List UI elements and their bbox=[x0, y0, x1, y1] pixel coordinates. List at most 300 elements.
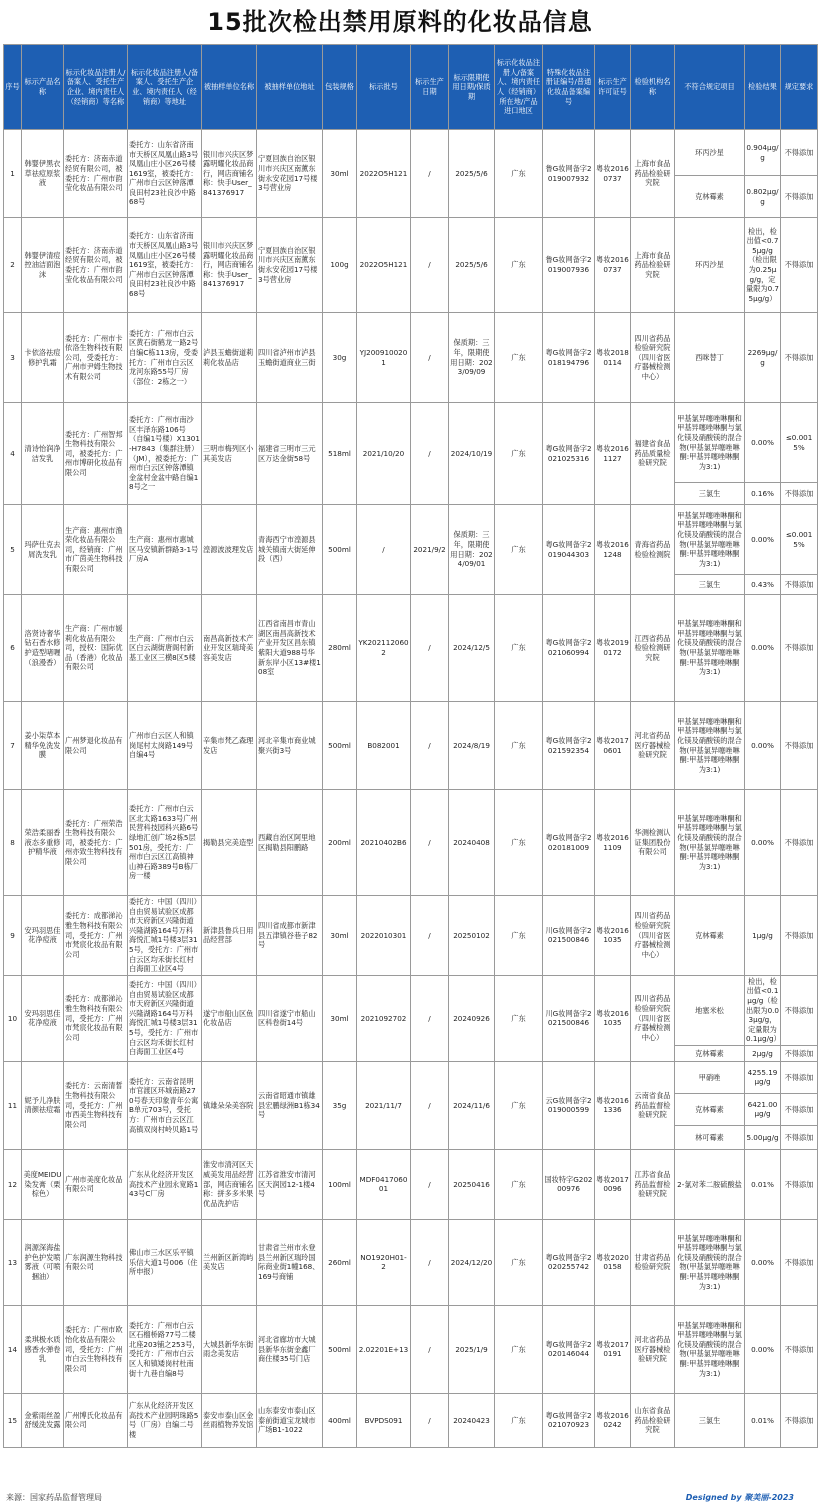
expiry-date: 2024/12/20 bbox=[449, 1219, 495, 1305]
production-date: / bbox=[411, 595, 449, 702]
sampled-unit-address: 四川省成都市新津县五津镇谷巷子82号 bbox=[257, 896, 323, 976]
sampled-unit-address: 福建省三明市三元区万达金街58号 bbox=[257, 403, 323, 505]
sampled-unit-address: 河北辛集市商业城聚兴街3号 bbox=[257, 702, 323, 790]
sampled-unit-name: 新津县鲁兵日用品经营部 bbox=[202, 896, 257, 976]
company-names: 委托方：济南赤道经贸有限公司，被委托方：广州市韵莹化妆品有限公司 bbox=[64, 130, 128, 218]
package-spec: 518ml bbox=[323, 403, 357, 505]
expiry-date: 2024/10/19 bbox=[449, 403, 495, 505]
test-result: 2269μg/g bbox=[745, 313, 781, 403]
source-note: 来源：国家药品监督管理局 bbox=[6, 1493, 102, 1502]
production-license: 粤妆20180114 bbox=[595, 313, 631, 403]
company-names: 委托方：成都涕沁雅生物科技有限公司，受托方：广州市梵宸化妆品有限公司 bbox=[64, 896, 128, 976]
test-result: 0.00% bbox=[745, 403, 781, 483]
test-result: 2μg/g bbox=[745, 1045, 781, 1061]
column-header: 序号 bbox=[4, 45, 22, 130]
testing-institution: 青海省药品检验检测院 bbox=[631, 505, 675, 595]
batch-number: 2021092702 bbox=[357, 975, 411, 1061]
test-result: 0.01% bbox=[745, 1393, 781, 1447]
package-spec: 200ml bbox=[323, 790, 357, 896]
production-date: / bbox=[411, 702, 449, 790]
batch-number: NO1920H01-2 bbox=[357, 1219, 411, 1305]
nonconforming-item: 甲硝唑 bbox=[675, 1061, 745, 1093]
company-addresses: 委托方：广州市白云区北太路1633号广州民营科技园科兴路6号绿地汇创广场2栋5层501房，受托方：广州市白云区江高镇神山神石路389号B栋厂房一楼 bbox=[128, 790, 202, 896]
registration-number: 粤G妆网备字2021592354 bbox=[543, 702, 595, 790]
product-name: 洛贤诗奢华钻石香水修护造型啫喱（浪漫香） bbox=[22, 595, 64, 702]
batch-number: 20210402B6 bbox=[357, 790, 411, 896]
sampled-unit-address: 四川省遂宁市船山区科卷街14号 bbox=[257, 975, 323, 1061]
company-addresses: 委托方：中国（四川）自由贸易试验区成都市天府新区兴隆街道兴隆湖路164号万科海悦汇城1号楼3层315号，受托方：广州市白云区均禾街长红村白海面工业区4号 bbox=[128, 975, 202, 1061]
test-result: 0.904μg/g bbox=[745, 130, 781, 176]
footer bbox=[0, 1490, 800, 1505]
expiry-date: 保质期：三年，限期使用日期：2023/09/09 bbox=[449, 313, 495, 403]
company-names: 广东润源生物科技有限公司 bbox=[64, 1219, 128, 1305]
company-addresses: 委托方：广州市白云区黄石街鹤龙一路2号自编C栋113房，受委托方：广州市白云区龙河东路55号厂房（部位：2栋之一） bbox=[128, 313, 202, 403]
serial-number: 11 bbox=[4, 1061, 22, 1149]
batch-number: YK2021120602 bbox=[357, 595, 411, 702]
column-header: 被抽样单位名称 bbox=[202, 45, 257, 130]
registration-number: 国妆特字G20200976 bbox=[543, 1149, 595, 1219]
registration-number: 粤G妆网备字2021025316 bbox=[543, 403, 595, 505]
product-name: 姜小柒草本精华免洗发膜 bbox=[22, 702, 64, 790]
sampled-unit-name: 辛集市梵乙森理发店 bbox=[202, 702, 257, 790]
region: 广东 bbox=[495, 790, 543, 896]
table-row bbox=[4, 403, 818, 483]
region: 广东 bbox=[495, 1305, 543, 1393]
production-license: 粤妆20161035 bbox=[595, 896, 631, 976]
product-name: 妮予儿净肤清颜祛痘霜 bbox=[22, 1061, 64, 1149]
sampled-unit-name: 大城县新华东街雨念美发店 bbox=[202, 1305, 257, 1393]
nonconforming-item: 甲基氯异噻唑啉酮和甲基异噻唑啉酮与氯化镁及硝酸镁的混合物(甲基氯异噻唑啉酮:甲基异噻唑啉酮为3:1) bbox=[675, 505, 745, 575]
package-spec: 30ml bbox=[323, 130, 357, 218]
serial-number: 8 bbox=[4, 790, 22, 896]
batch-number: 2021/11/7 bbox=[357, 1061, 411, 1149]
column-header: 标示化妆品注册人/备案人、受托生产企业、境内责任人（经销商）等名称 bbox=[64, 45, 128, 130]
company-names: 广州梦退化妆品有限公司 bbox=[64, 702, 128, 790]
sampled-unit-name: 兰州新区新湾屿美发店 bbox=[202, 1219, 257, 1305]
nonconforming-item: 甲基氯异噻唑啉酮和甲基异噻唑啉酮与氯化镁及硝酸镁的混合物(甲基氯异噻唑啉酮:甲基异噻唑啉酮为3:1) bbox=[675, 403, 745, 483]
test-result: 检出，检出值<0.1μg/g（检出限为0.03μg/g，定量限为0.1μg/g） bbox=[745, 975, 781, 1045]
registration-number: 粤G妆网备字2020181009 bbox=[543, 790, 595, 896]
company-addresses: 广州市白云区人和镇岗尾村太岗路149号自编4号 bbox=[128, 702, 202, 790]
table-row bbox=[4, 130, 818, 176]
company-addresses: 委托方：山东省济南市天桥区凤凰山路3号凤凰山庄小区26号楼1619室，被委托方：广州市白云区钟落潭良田村23社良沙中路68号 bbox=[128, 130, 202, 218]
nonconforming-item: 甲基氯异噻唑啉酮和甲基异噻唑啉酮与氯化镁及硝酸镁的混合物(甲基氯异噻唑啉酮:甲基异噻唑啉酮为3:1) bbox=[675, 1305, 745, 1393]
column-header: 标示生产日期 bbox=[411, 45, 449, 130]
testing-institution: 四川省药品检验研究院（四川省医疗器械检测中心） bbox=[631, 975, 675, 1061]
package-spec: 100ml bbox=[323, 1149, 357, 1219]
sampled-unit-name: 泸县玉蟾街道莉莉化妆品店 bbox=[202, 313, 257, 403]
company-names: 生产商：惠州市渔荣化妆品有限公司，经销商：广州市广茵美生物科技有限公司 bbox=[64, 505, 128, 595]
test-result: 0.01% bbox=[745, 1149, 781, 1219]
requirement: 不得添加 bbox=[781, 483, 818, 505]
column-header: 标示限期使用日期/保质期 bbox=[449, 45, 495, 130]
test-result: 6421.00μg/g bbox=[745, 1093, 781, 1125]
company-addresses: 广东从化经济开发区高技术产业园明珠路5号（厂房）自编二号楼 bbox=[128, 1393, 202, 1447]
requirement: 不得添加 bbox=[781, 1393, 818, 1447]
column-header: 标示生产许可证号 bbox=[595, 45, 631, 130]
column-header: 标示批号 bbox=[357, 45, 411, 130]
batch-number: 2022O5H121 bbox=[357, 218, 411, 313]
serial-number: 1 bbox=[4, 130, 22, 218]
company-addresses: 生产商：惠州市惠城区马安镇新群路3-1号厂房A bbox=[128, 505, 202, 595]
region: 广东 bbox=[495, 130, 543, 218]
company-addresses: 佛山市三水区乐平镇乐信大道1号006（住所申报） bbox=[128, 1219, 202, 1305]
product-name: 清诗怡润净洁发乳 bbox=[22, 403, 64, 505]
company-addresses: 委托方：广州市南沙区丰泽东路106号（自编1号楼）X1301-H7843（集群注册）（JM），被委托方：广州市白云区钟落潭镇金盆村金盆中路自编18号之一 bbox=[128, 403, 202, 505]
product-name: 荣浩柔丽香液态多重修护精华液 bbox=[22, 790, 64, 896]
nonconforming-item: 甲基氯异噻唑啉酮和甲基异噻唑啉酮与氯化镁及硝酸镁的混合物(甲基氯异噻唑啉酮:甲基异噻唑啉酮为3:1) bbox=[675, 790, 745, 896]
expiry-date: 2024/8/19 bbox=[449, 702, 495, 790]
table-row bbox=[4, 1149, 818, 1219]
region: 广东 bbox=[495, 975, 543, 1061]
product-name: 韩婴伊黑衣草祛痘原浆液 bbox=[22, 130, 64, 218]
nonconforming-item: 2-氯对苯二胺硫酸盐 bbox=[675, 1149, 745, 1219]
sampled-unit-name: 揭勒县完美造型 bbox=[202, 790, 257, 896]
requirement: 不得添加 bbox=[781, 595, 818, 702]
batch-number: 2021/10/20 bbox=[357, 403, 411, 505]
production-date: / bbox=[411, 1149, 449, 1219]
production-date: / bbox=[411, 1305, 449, 1393]
requirement: 不得添加 bbox=[781, 702, 818, 790]
company-names: 委托方：云南清皙生物科技有限公司，受托方：广州市西美生物科技有限公司 bbox=[64, 1061, 128, 1149]
page-title: 15批次检出禁用原料的化妆品信息 bbox=[207, 8, 593, 36]
company-addresses: 委托方：山东省济南市天桥区凤凰山路3号凤凰山庄小区26号楼1619室，被委托方：广州市白云区钟落潭良田村23社良沙中路68号 bbox=[128, 218, 202, 313]
serial-number: 14 bbox=[4, 1305, 22, 1393]
region: 广东 bbox=[495, 1061, 543, 1149]
sampled-unit-address: 江苏省淮安市清河区天润园12-1楼4号 bbox=[257, 1149, 323, 1219]
requirement: ≤0.0015% bbox=[781, 403, 818, 483]
expiry-date: 20240408 bbox=[449, 790, 495, 896]
production-date: / bbox=[411, 130, 449, 218]
column-header: 特殊化妆品注册证编号/普通化妆品备案编号 bbox=[543, 45, 595, 130]
table-row bbox=[4, 595, 818, 702]
sampled-unit-address: 西藏自治区阿里地区揭勒县阳鹏路 bbox=[257, 790, 323, 896]
nonconforming-item: 克林霉素 bbox=[675, 1093, 745, 1125]
table-row bbox=[4, 702, 818, 790]
expiry-date: 20250102 bbox=[449, 896, 495, 976]
serial-number: 10 bbox=[4, 975, 22, 1061]
package-spec: 35g bbox=[323, 1061, 357, 1149]
company-names: 委托方：广州荣浩生物科技有限公司，被委托方：广州亦致生物科技有限公司 bbox=[64, 790, 128, 896]
requirement: 不得添加 bbox=[781, 1305, 818, 1393]
company-addresses: 委托方：中国（四川）自由贸易试验区成都市天府新区兴隆街道兴隆湖路164号万科海悦汇城1号楼3层315号，受托方：广州市白云区均禾街长红村白海面工业区4号 bbox=[128, 896, 202, 976]
table-row bbox=[4, 790, 818, 896]
product-name: 美度MEIDU染发膏（栗棕色） bbox=[22, 1149, 64, 1219]
test-result: 0.00% bbox=[745, 1219, 781, 1305]
registration-number: 粤G妆网备字2021060994 bbox=[543, 595, 595, 702]
package-spec: 500ml bbox=[323, 702, 357, 790]
serial-number: 7 bbox=[4, 702, 22, 790]
nonconforming-item: 克林霉素 bbox=[675, 896, 745, 976]
package-spec: 30g bbox=[323, 313, 357, 403]
product-name: 安玛羽思佳花净痘液 bbox=[22, 975, 64, 1061]
production-license: 粤妆20190172 bbox=[595, 595, 631, 702]
package-spec: 280ml bbox=[323, 595, 357, 702]
expiry-date: 2025/5/6 bbox=[449, 218, 495, 313]
test-result: 1μg/g bbox=[745, 896, 781, 976]
table-row bbox=[4, 1219, 818, 1305]
testing-institution: 上海市食品药品检验研究院 bbox=[631, 130, 675, 218]
sampled-unit-address: 宁夏回族自治区银川市兴庆区南薰东街永安花园17号楼3号营业房 bbox=[257, 218, 323, 313]
batch-number: MDF041706001 bbox=[357, 1149, 411, 1219]
production-date: / bbox=[411, 1061, 449, 1149]
designer-credit: Designed by 聚美丽-2023 bbox=[685, 1493, 794, 1502]
test-result: 0.00% bbox=[745, 702, 781, 790]
registration-number: 粤G妆网备字2020146044 bbox=[543, 1305, 595, 1393]
production-date: / bbox=[411, 1219, 449, 1305]
requirement: 不得添加 bbox=[781, 218, 818, 313]
registration-number: 云G妆网备字2019000599 bbox=[543, 1061, 595, 1149]
column-header: 包装规格 bbox=[323, 45, 357, 130]
nonconforming-item: 林可霉素 bbox=[675, 1125, 745, 1149]
nonconforming-item: 三氯生 bbox=[675, 1393, 745, 1447]
sampled-unit-address: 山东泰安市泰山区泰前街道宝龙城市广场B1-1022 bbox=[257, 1393, 323, 1447]
testing-institution: 河北省药品医疗器械检验研究院 bbox=[631, 702, 675, 790]
company-names: 委托方：广州智邦生物科技有限公司，被委托方：广州市博研化妆品有限公司 bbox=[64, 403, 128, 505]
product-name: 卡依洛祛痘修护乳霜 bbox=[22, 313, 64, 403]
requirement: 不得添加 bbox=[781, 790, 818, 896]
company-names: 委托方：广州市卡依洛生物科技有限公司，受委托方：广州市尹姆生物技术有限公司 bbox=[64, 313, 128, 403]
nonconforming-item: 甲基氯异噻唑啉酮和甲基异噻唑啉酮与氯化镁及硝酸镁的混合物(甲基氯异噻唑啉酮:甲基异噻唑啉酮为3:1) bbox=[675, 1219, 745, 1305]
package-spec: 500ml bbox=[323, 1305, 357, 1393]
testing-institution: 福建省食品药品质量检验研究院 bbox=[631, 403, 675, 505]
batch-number: YJ2009100201 bbox=[357, 313, 411, 403]
package-spec: 260ml bbox=[323, 1219, 357, 1305]
expiry-date: 2025/5/6 bbox=[449, 130, 495, 218]
testing-institution: 江苏省食品药品监督检验研究院 bbox=[631, 1149, 675, 1219]
requirement: 不得添加 bbox=[781, 1219, 818, 1305]
production-date: / bbox=[411, 790, 449, 896]
table-row bbox=[4, 896, 818, 976]
company-names: 生产商：广州市媛莉化妆品有限公司，授权：国际优品（香港）化妆品有限公司 bbox=[64, 595, 128, 702]
requirement: 不得添加 bbox=[781, 130, 818, 176]
sampled-unit-name: 镇雄朵朵美容院 bbox=[202, 1061, 257, 1149]
company-names: 委托方：济南赤道经贸有限公司，被委托方：广州市韵莹化妆品有限公司 bbox=[64, 218, 128, 313]
test-result: 检出，检出值<0.75μg/g（检出限为0.25μg/g，定量限为0.75μg/g） bbox=[745, 218, 781, 313]
sampled-unit-name: 银川市兴庆区梦露明耀化妆品商行，网店商铺名称：快手User_841376917 bbox=[202, 130, 257, 218]
region: 广东 bbox=[495, 1393, 543, 1447]
production-license: 粤妆20160242 bbox=[595, 1393, 631, 1447]
expiry-date: 20240423 bbox=[449, 1393, 495, 1447]
registration-number: 鲁G妆网备字2019007932 bbox=[543, 130, 595, 218]
test-result: 0.43% bbox=[745, 575, 781, 595]
column-header: 检验结果 bbox=[745, 45, 781, 130]
package-spec: 100g bbox=[323, 218, 357, 313]
table-row bbox=[4, 975, 818, 1045]
production-license: 粤妆20170096 bbox=[595, 1149, 631, 1219]
region: 广东 bbox=[495, 896, 543, 976]
production-date: / bbox=[411, 975, 449, 1061]
serial-number: 15 bbox=[4, 1393, 22, 1447]
testing-institution: 山东省食品药品检验研究院 bbox=[631, 1393, 675, 1447]
test-result: 5.00μg/g bbox=[745, 1125, 781, 1149]
registration-number: 粤G妆网备字2020255742 bbox=[543, 1219, 595, 1305]
column-header: 标示化妆品注册人/备案人、受托生产企业、境内责任人（经销商）等地址 bbox=[128, 45, 202, 130]
registration-number: 粤G妆网备字2021070923 bbox=[543, 1393, 595, 1447]
requirement: 不得添加 bbox=[781, 896, 818, 976]
production-date: / bbox=[411, 313, 449, 403]
serial-number: 9 bbox=[4, 896, 22, 976]
column-header: 标示产品名称 bbox=[22, 45, 64, 130]
test-result: 0.802μg/g bbox=[745, 176, 781, 218]
requirement: 不得添加 bbox=[781, 176, 818, 218]
company-names: 委托方：成都涕沁雅生物科技有限公司，受托方：广州市梵宸化妆品有限公司 bbox=[64, 975, 128, 1061]
expiry-date: 2024/11/6 bbox=[449, 1061, 495, 1149]
sampled-unit-address: 青海西宁市湟源县城关镇南大街延伸段（西） bbox=[257, 505, 323, 595]
expiry-date: 20250416 bbox=[449, 1149, 495, 1219]
nonconforming-item: 甲基氯异噻唑啉酮和甲基异噻唑啉酮与氯化镁及硝酸镁的混合物(甲基氯异噻唑啉酮:甲基异噻唑啉酮为3:1) bbox=[675, 595, 745, 702]
product-name: 玛萨仕克去屑洗发乳 bbox=[22, 505, 64, 595]
nonconforming-item: 地塞米松 bbox=[675, 975, 745, 1045]
sampled-unit-address: 四川省泸州市泸县玉蟾街道商业三街 bbox=[257, 313, 323, 403]
region: 广东 bbox=[495, 1149, 543, 1219]
sampled-unit-name: 银川市兴庆区梦露明耀化妆品商行，网店商铺名称：快手User_841376917 bbox=[202, 218, 257, 313]
expiry-date: 保质期：三年，限期使用日期：2024/09/01 bbox=[449, 505, 495, 595]
column-header: 检验机构名称 bbox=[631, 45, 675, 130]
column-header: 标示化妆品注册人/备案人、境内责任人（经销商）所在地/产品进口地区 bbox=[495, 45, 543, 130]
production-license: 粤妆20200158 bbox=[595, 1219, 631, 1305]
requirement: 不得添加 bbox=[781, 1045, 818, 1061]
registration-number: 粤G妆网备字2018194796 bbox=[543, 313, 595, 403]
batch-number: 2.02201E+13 bbox=[357, 1305, 411, 1393]
package-spec: 30ml bbox=[323, 975, 357, 1061]
expiry-date: 2024/12/5 bbox=[449, 595, 495, 702]
product-name: 润源深海盐护色护发喷雾液（可喷捆油） bbox=[22, 1219, 64, 1305]
package-spec: 500ml bbox=[323, 505, 357, 595]
testing-institution: 华测检测认证集团股份有限公司 bbox=[631, 790, 675, 896]
requirement: ≤0.0015% bbox=[781, 505, 818, 575]
sampled-unit-name: 遂宁市船山区鱼化妆品店 bbox=[202, 975, 257, 1061]
table-row bbox=[4, 313, 818, 403]
nonconforming-item: 环丙沙星 bbox=[675, 218, 745, 313]
nonconforming-item: 三氯生 bbox=[675, 483, 745, 505]
company-addresses: 生产商：广州市白云区白云湖街唐阁村新基工业区三横8区5楼 bbox=[128, 595, 202, 702]
product-name: 柔琪极水质感香水弹卷乳 bbox=[22, 1305, 64, 1393]
sampled-unit-address: 河北省廊坊市大城县新华东街金鑫厂商住楼35号门店 bbox=[257, 1305, 323, 1393]
testing-institution: 四川省药品检验研究院（四川省医疗器械检测中心） bbox=[631, 896, 675, 976]
production-date: / bbox=[411, 218, 449, 313]
testing-institution: 云南省食品药品监督检验研究院 bbox=[631, 1061, 675, 1149]
serial-number: 6 bbox=[4, 595, 22, 702]
test-result: 0.00% bbox=[745, 595, 781, 702]
production-license: 粤妆20161127 bbox=[595, 403, 631, 505]
nonconforming-item: 甲基氯异噻唑啉酮和甲基异噻唑啉酮与氯化镁及硝酸镁的混合物(甲基氯异噻唑啉酮:甲基异噻唑啉酮为3:1) bbox=[675, 702, 745, 790]
table-row bbox=[4, 218, 818, 313]
expiry-date: 20240926 bbox=[449, 975, 495, 1061]
registration-number: 川G妆网备字2021500846 bbox=[543, 975, 595, 1061]
sampled-unit-address: 甘肃省兰州市永登县兰州新区瑞玲国际商业街1幢168、169号商铺 bbox=[257, 1219, 323, 1305]
region: 广东 bbox=[495, 505, 543, 595]
product-name: 安玛羽思佳花净痘液 bbox=[22, 896, 64, 976]
region: 广东 bbox=[495, 218, 543, 313]
sampled-unit-address: 江西省南昌市青山湖区南昌高新技术产业开发区昌东镇紫阳大道988号华新东岸小区13#楼108室 bbox=[257, 595, 323, 702]
company-addresses: 委托方：广州市白云区石榴桥路77号二楼北座203铺之253号，受托方：广州市白云区人和镇矮岗村杜南街十九巷自编8号 bbox=[128, 1305, 202, 1393]
production-license: 粤妆20161109 bbox=[595, 790, 631, 896]
region: 广东 bbox=[495, 403, 543, 505]
column-header: 规定要求 bbox=[781, 45, 818, 130]
expiry-date: 2025/1/9 bbox=[449, 1305, 495, 1393]
sampled-unit-name: 三明市梅列区小其美发店 bbox=[202, 403, 257, 505]
testing-institution: 甘肃省药品检验研究院 bbox=[631, 1219, 675, 1305]
batch-number: B082001 bbox=[357, 702, 411, 790]
nonconforming-item: 环丙沙星 bbox=[675, 130, 745, 176]
batch-number: 2022O5H121 bbox=[357, 130, 411, 218]
production-date: / bbox=[411, 1393, 449, 1447]
table-row bbox=[4, 1393, 818, 1447]
test-result: 0.00% bbox=[745, 1305, 781, 1393]
serial-number: 5 bbox=[4, 505, 22, 595]
production-license: 粤妆20160737 bbox=[595, 130, 631, 218]
production-license: 粤妆20170191 bbox=[595, 1305, 631, 1393]
serial-number: 13 bbox=[4, 1219, 22, 1305]
results-table bbox=[3, 44, 818, 1448]
testing-institution: 江西省药品检验检测研究院 bbox=[631, 595, 675, 702]
sampled-unit-address: 宁夏回族自治区银川市兴庆区南薰东街永安花园17号楼3号营业房 bbox=[257, 130, 323, 218]
company-names: 委托方：广州市欧怡化妆品有限公司，受托方：广州市白云生物科技有限公司 bbox=[64, 1305, 128, 1393]
requirement: 不得添加 bbox=[781, 1149, 818, 1219]
testing-institution: 河北省药品医疗器械检验研究院 bbox=[631, 1305, 675, 1393]
batch-number: 2022010301 bbox=[357, 896, 411, 976]
region: 广东 bbox=[495, 702, 543, 790]
production-license: 粤妆20161336 bbox=[595, 1061, 631, 1149]
serial-number: 4 bbox=[4, 403, 22, 505]
nonconforming-item: 克林霉素 bbox=[675, 176, 745, 218]
nonconforming-item: 三氯生 bbox=[675, 575, 745, 595]
testing-institution: 上海市食品药品检验研究院 bbox=[631, 218, 675, 313]
sampled-unit-name: 南昌高新技术产业开发区瑞琦美容美发店 bbox=[202, 595, 257, 702]
production-license: 粤妆20161035 bbox=[595, 975, 631, 1061]
production-date: / bbox=[411, 896, 449, 976]
company-names: 广州市美度化妆品有限公司 bbox=[64, 1149, 128, 1219]
sampled-unit-name: 淮安市清河区天威美发用品经营部，网店商铺名称：拼多多米果优品洗护店 bbox=[202, 1149, 257, 1219]
company-addresses: 委托方：云南省昆明市官渡区环城南路270号春天印象青年公寓B单元703号，受托方：广州市白云区江高镇双岗村岭贝路1号 bbox=[128, 1061, 202, 1149]
test-result: 0.16% bbox=[745, 483, 781, 505]
product-name: 韩婴伊清痘控油洁面泡沫 bbox=[22, 218, 64, 313]
sampled-unit-address: 云南省昭通市镇雄县宏鹏绿洲B1栋34号 bbox=[257, 1061, 323, 1149]
serial-number: 12 bbox=[4, 1149, 22, 1219]
testing-institution: 四川省药品检验研究院（四川省医疗器械检测中心） bbox=[631, 313, 675, 403]
production-license: 粤妆20170601 bbox=[595, 702, 631, 790]
product-name: 金紫雨丝盈舒缓洗发露 bbox=[22, 1393, 64, 1447]
column-header: 被抽样单位地址 bbox=[257, 45, 323, 130]
test-result: 0.00% bbox=[745, 505, 781, 575]
company-names: 广州博氏化妆品有限公司 bbox=[64, 1393, 128, 1447]
region: 广东 bbox=[495, 1219, 543, 1305]
region: 广东 bbox=[495, 313, 543, 403]
batch-number: / bbox=[357, 505, 411, 595]
test-result: 4255.19μg/g bbox=[745, 1061, 781, 1093]
requirement: 不得添加 bbox=[781, 1061, 818, 1093]
package-spec: 400ml bbox=[323, 1393, 357, 1447]
table-header-row bbox=[4, 45, 818, 130]
registration-number: 鲁G妆网备字2019007936 bbox=[543, 218, 595, 313]
production-date: 2021/9/2 bbox=[411, 505, 449, 595]
production-license: 粤妆20161248 bbox=[595, 505, 631, 595]
serial-number: 3 bbox=[4, 313, 22, 403]
registration-number: 粤G妆网备字2019044303 bbox=[543, 505, 595, 595]
production-date: / bbox=[411, 403, 449, 505]
region: 广东 bbox=[495, 595, 543, 702]
serial-number: 2 bbox=[4, 218, 22, 313]
requirement: 不得添加 bbox=[781, 313, 818, 403]
requirement: 不得添加 bbox=[781, 1125, 818, 1149]
table-row bbox=[4, 1305, 818, 1393]
production-license: 粤妆20160737 bbox=[595, 218, 631, 313]
registration-number: 川G妆网备字2021500846 bbox=[543, 896, 595, 976]
requirement: 不得添加 bbox=[781, 575, 818, 595]
nonconforming-item: 西咪替丁 bbox=[675, 313, 745, 403]
requirement: 不得添加 bbox=[781, 1093, 818, 1125]
